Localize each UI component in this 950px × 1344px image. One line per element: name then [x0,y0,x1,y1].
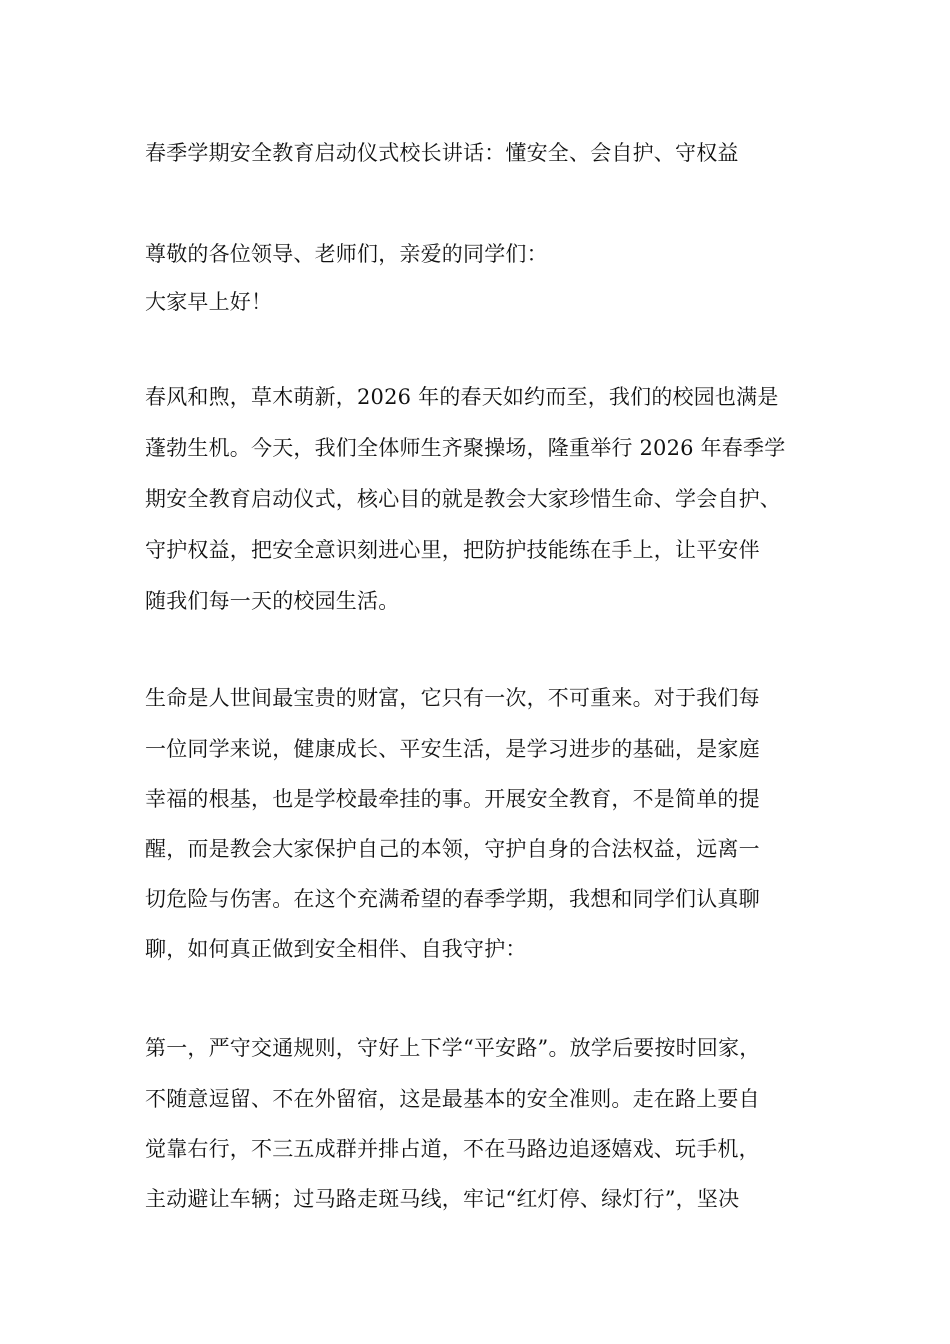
paragraph-line: 幸福的根基，也是学校最牵挂的事。开展安全教育，不是简单的提 [145,787,760,811]
paragraph-line: 不随意逗留、不在外留宿，这是最基本的安全准则。走在路上要自 [145,1087,760,1111]
paragraph-line: 蓬勃生机。今天，我们全体师生齐聚操场，隆重举行 2026 年春季学 [145,436,786,460]
paragraph-line: 随我们每一天的校园生活。 [145,589,400,613]
paragraph-line: 醒，而是教会大家保护自己的本领，守护自身的合法权益，远离一 [145,837,760,861]
paragraph-line: 觉靠右行，不三五成群并排占道，不在马路边追逐嬉戏、玩手机， [145,1137,760,1161]
paragraph-line: 期安全教育启动仪式，核心目的就是教会大家珍惜生命、学会自护、 [145,487,781,511]
paragraph-line: 生命是人世间最宝贵的财富，它只有一次，不可重来。对于我们每 [145,686,760,710]
document-title: 春季学期安全教育启动仪式校长讲话：懂安全、会自护、守权益 [145,141,739,165]
paragraph-line: 春风和煦，草木萌新，2026 年的春天如约而至，我们的校园也满是 [145,385,779,409]
greeting: 大家早上好！ [145,290,273,314]
paragraph-line: 第一，严守交通规则，守好上下学“平安路”。放学后要按时回家， [145,1036,761,1060]
salutation: 尊敬的各位领导、老师们，亲爱的同学们： [145,242,548,266]
paragraph-line: 主动避让车辆；过马路走斑马线，牢记“红灯停、绿灯行”，坚决 [145,1187,740,1211]
paragraph-line: 守护权益，把安全意识刻进心里，把防护技能练在手上，让平安伴 [145,538,760,562]
paragraph-line: 切危险与伤害。在这个充满希望的春季学期，我想和同学们认真聊 [145,887,760,911]
paragraph-line: 聊，如何真正做到安全相伴、自我守护： [145,937,527,961]
paragraph-line: 一位同学来说，健康成长、平安生活，是学习进步的基础，是家庭 [145,737,760,761]
